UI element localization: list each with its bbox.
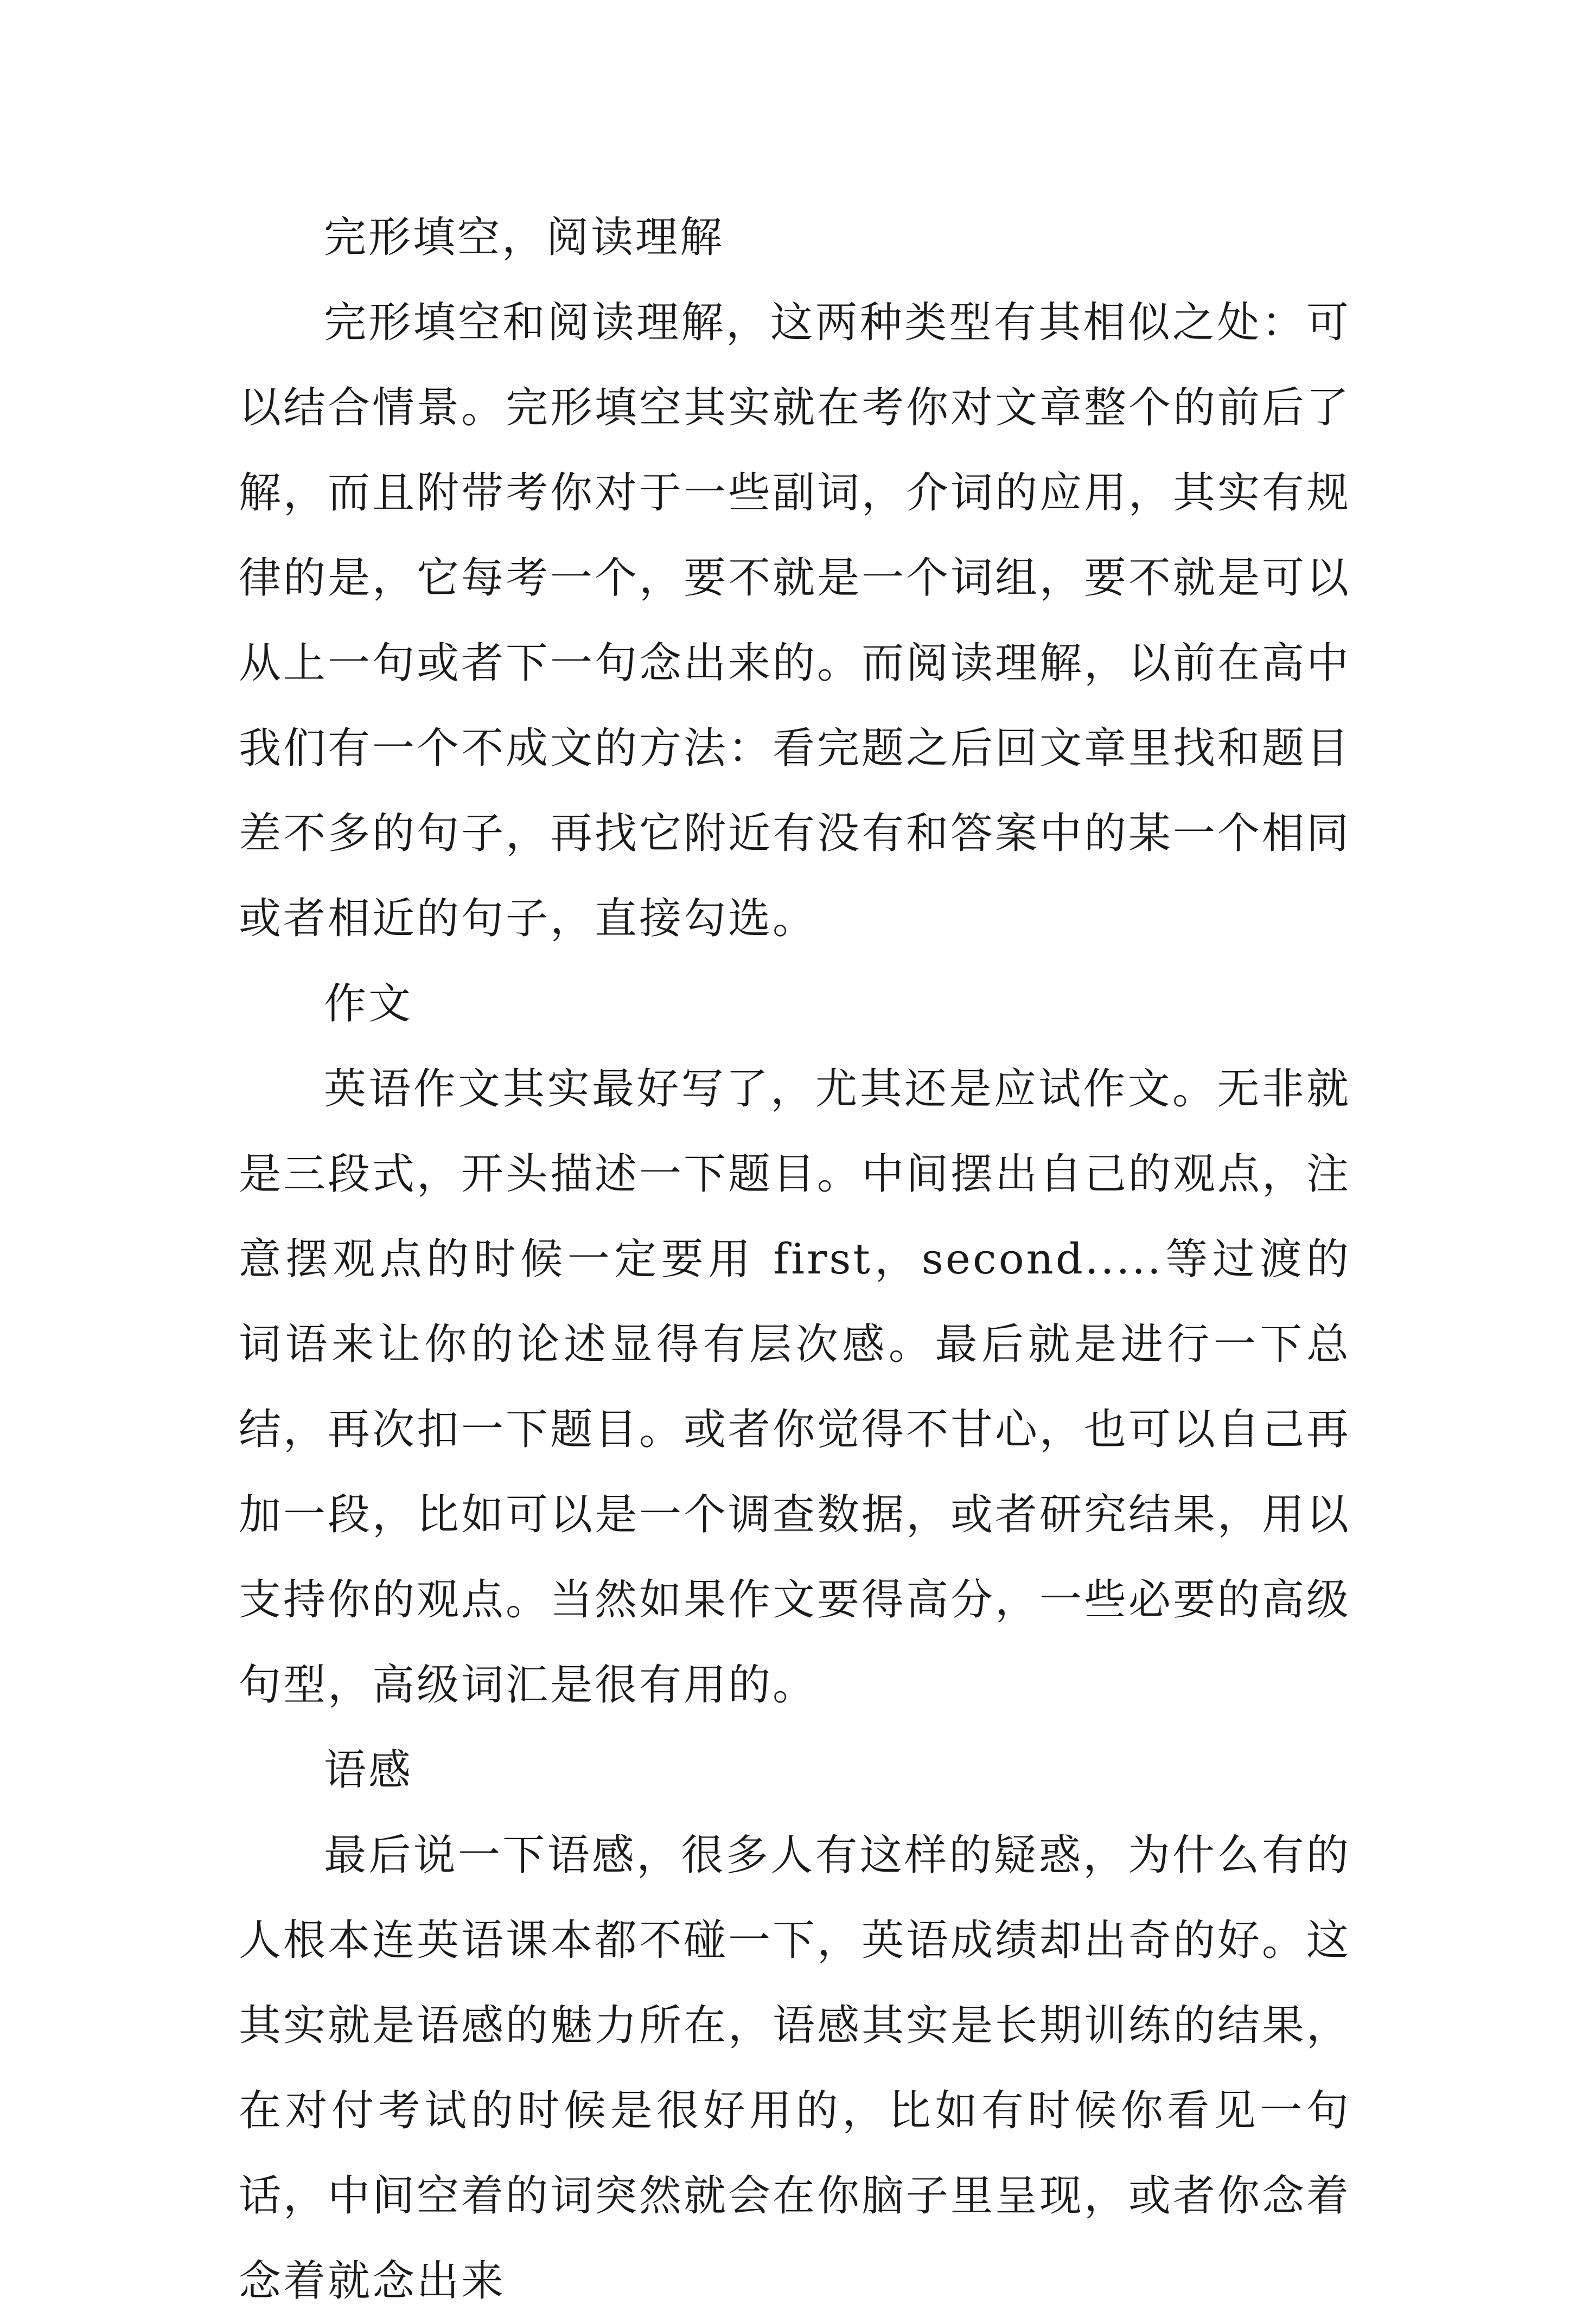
section-heading-cloze-reading: 完形填空，阅读理解 [324,213,725,262]
paragraph-writing: 英语作文其实最好写了，尤其还是应试作文。无非就是三段式，开头描述一下题目。中间摆出自己的观点，注意摆观点的时候一定要用 first，second.....等过渡的词语来让你的论述显得有层次感。最后就是进行一下总结，再次扣一下题目。或者你觉得不甘心，也可以自己再加一段，比如可以是一个调查数据，或者研究结果，用以支持你的观点。当然如果作文要得高分，一些必要的高级句型，高级词汇是很有用的。 [239,1065,1351,1710]
section-heading-writing: 作文 [324,979,413,1028]
document-body [239,195,1351,2324]
paragraph-language-sense: 最后说一下语感，很多人有这样的疑惑，为什么有的人根本连英语课本都不碰一下，英语成绩却出奇的好。这其实就是语感的魅力所在，语感其实是长期训练的结果，在对付考试的时候是很好用的，比如有时候你看见一句话，中间空着的词突然就会在你脑子里呈现，或者你念着念着就念出来 [239,1831,1351,2306]
section-heading-language-sense: 语感 [324,1746,413,1795]
paragraph-cloze-reading: 完形填空和阅读理解，这两种类型有其相似之处：可以结合情景。完形填空其实就在考你对文章整个的前后了解，而且附带考你对于一些副词，介词的应用，其实有规律的是，它每考一个，要不就是一个词组，要不就是可以从上一句或者下一句念出来的。而阅读理解，以前在高中我们有一个不成文的方法：看完题之后回文章里找和题目差不多的句子，再找它附近有没有和答案中的某一个相同或者相近的句子，直接勾选。 [239,298,1351,943]
